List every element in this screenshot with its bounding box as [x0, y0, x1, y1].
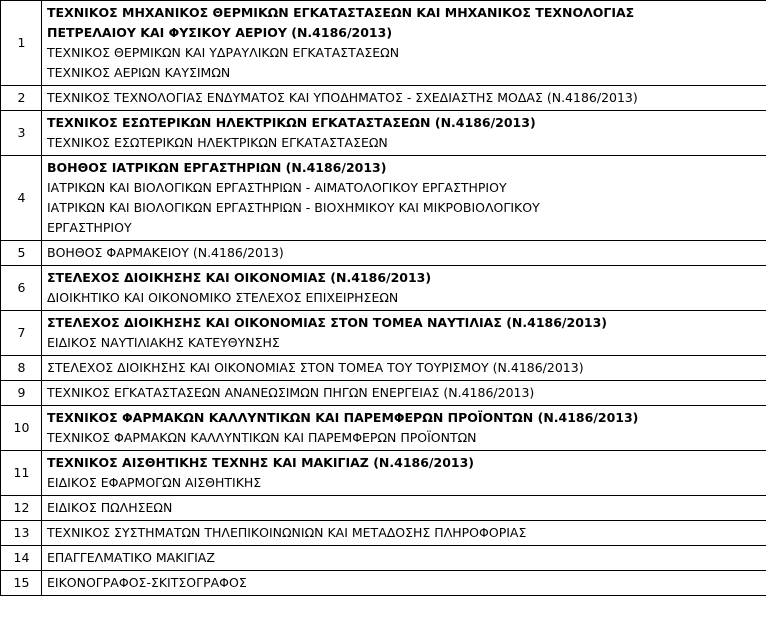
row-number: 8 — [1, 356, 42, 381]
specialty-cell — [42, 241, 766, 266]
specialty-subtitle: ΒΟΗΘΟΣ ΦΑΡΜΑΚΕΙΟΥ (Ν.4186/2013) — [47, 245, 284, 260]
specialty-title: ΤΕΧΝΙΚΟΣ ΕΣΩΤΕΡΙΚΩΝ ΗΛΕΚΤΡΙΚΩΝ ΕΓΚΑΤΑΣΤΑΣΕΩΝ (Ν.4186/2013) — [47, 115, 536, 130]
specialty-subtitle: ΙΑΤΡΙΚΩΝ ΚΑΙ ΒΙΟΛΟΓΙΚΩΝ ΕΡΓΑΣΤΗΡΙΩΝ - ΒΙΟΧΗΜΙΚΟΥ ΚΑΙ ΜΙΚΡΟΒΙΟΛΟΓΙΚΟΥ — [47, 200, 540, 215]
row-number: 1 — [1, 1, 42, 86]
table-row — [1, 451, 766, 496]
table-row — [1, 496, 766, 521]
specialty-subtitle: ΤΕΧΝΙΚΟΣ ΕΓΚΑΤΑΣΤΑΣΕΩΝ ΑΝΑΝΕΩΣΙΜΩΝ ΠΗΓΩΝ ΕΝΕΡΓΕΙΑΣ (Ν.4186/2013) — [47, 385, 535, 400]
table-row — [1, 266, 766, 311]
specialty-subtitle: ΤΕΧΝΙΚΟΣ ΕΣΩΤΕΡΙΚΩΝ ΗΛΕΚΤΡΙΚΩΝ ΕΓΚΑΤΑΣΤΑΣΕΩΝ — [47, 135, 388, 150]
specialty-cell — [42, 451, 766, 496]
specialty-subtitle: ΕΙΔΙΚΟΣ ΕΦΑΡΜΟΓΩΝ ΑΙΣΘΗΤΙΚΗΣ — [47, 475, 262, 490]
specialty-title: ΒΟΗΘΟΣ ΙΑΤΡΙΚΩΝ ΕΡΓΑΣΤΗΡΙΩΝ (Ν.4186/2013) — [47, 160, 387, 175]
specialty-cell — [42, 111, 766, 156]
table-row — [1, 406, 766, 451]
table-row — [1, 156, 766, 241]
row-number: 10 — [1, 406, 42, 451]
table-row — [1, 381, 766, 406]
row-number: 14 — [1, 546, 42, 571]
specialty-title: ΣΤΕΛΕΧΟΣ ΔΙΟΙΚΗΣΗΣ ΚΑΙ ΟΙΚΟΝΟΜΙΑΣ (Ν.4186/2013) — [47, 270, 432, 285]
specialty-cell — [42, 86, 766, 111]
specialty-subtitle: ΤΕΧΝΙΚΟΣ ΑΕΡΙΩΝ ΚΑΥΣΙΜΩΝ — [47, 65, 231, 80]
specialty-subtitle: ΤΕΧΝΙΚΟΣ ΣΥΣΤΗΜΑΤΩΝ ΤΗΛΕΠΙΚΟΙΝΩΝΙΩΝ ΚΑΙ ΜΕΤΑΔΟΣΗΣ ΠΛΗΡΟΦΟΡΙΑΣ — [47, 525, 527, 540]
row-number: 5 — [1, 241, 42, 266]
row-number: 6 — [1, 266, 42, 311]
specialty-title: ΤΕΧΝΙΚΟΣ ΜΗΧΑΝΙΚΟΣ ΘΕΡΜΙΚΩΝ ΕΓΚΑΤΑΣΤΑΣΕΩΝ ΚΑΙ ΜΗΧΑΝΙΚΟΣ ΤΕΧΝΟΛΟΓΙΑΣ — [47, 5, 635, 20]
specialty-cell — [42, 571, 766, 596]
row-number: 11 — [1, 451, 42, 496]
row-number: 13 — [1, 521, 42, 546]
row-number: 2 — [1, 86, 42, 111]
specialty-subtitle: ΕΙΚΟΝΟΓΡΑΦΟΣ-ΣΚΙΤΣΟΓΡΑΦΟΣ — [47, 575, 247, 590]
specialty-title: ΤΕΧΝΙΚΟΣ ΦΑΡΜΑΚΩΝ ΚΑΛΛΥΝΤΙΚΩΝ ΚΑΙ ΠΑΡΕΜΦΕΡΩΝ ΠΡΟΪΟΝΤΩΝ (Ν.4186/2013) — [47, 410, 639, 425]
specialty-subtitle: ΕΠΑΓΓΕΛΜΑΤΙΚΟ ΜΑΚΙΓΙΑΖ — [47, 550, 215, 565]
table-row — [1, 356, 766, 381]
specialty-title: ΣΤΕΛΕΧΟΣ ΔΙΟΙΚΗΣΗΣ ΚΑΙ ΟΙΚΟΝΟΜΙΑΣ ΣΤΟΝ ΤΟΜΕΑ ΝΑΥΤΙΛΙΑΣ (Ν.4186/2013) — [47, 315, 608, 330]
specialty-cell — [42, 156, 766, 241]
specialty-cell — [42, 1, 766, 86]
table-row — [1, 86, 766, 111]
specialty-subtitle: ΕΙΔΙΚΟΣ ΠΩΛΗΣΕΩΝ — [47, 500, 173, 515]
specialty-cell — [42, 546, 766, 571]
specialty-subtitle: ΤΕΧΝΙΚΟΣ ΘΕΡΜΙΚΩΝ ΚΑΙ ΥΔΡΑΥΛΙΚΩΝ ΕΓΚΑΤΑΣΤΑΣΕΩΝ — [47, 45, 400, 60]
specialty-cell — [42, 521, 766, 546]
specialty-subtitle: ΕΡΓΑΣΤΗΡΙΟΥ — [47, 220, 132, 235]
specialty-cell — [42, 311, 766, 356]
table-row — [1, 521, 766, 546]
specialty-cell — [42, 406, 766, 451]
specialty-cell — [42, 266, 766, 311]
table-row — [1, 1, 766, 86]
row-number: 9 — [1, 381, 42, 406]
specialty-subtitle: ΣΤΕΛΕΧΟΣ ΔΙΟΙΚΗΣΗΣ ΚΑΙ ΟΙΚΟΝΟΜΙΑΣ ΣΤΟΝ ΤΟΜΕΑ ΤΟΥ ΤΟΥΡΙΣΜΟΥ (Ν.4186/2013) — [47, 360, 584, 375]
specialty-subtitle: ΔΙΟΙΚΗΤΙΚΟ ΚΑΙ ΟΙΚΟΝΟΜΙΚΟ ΣΤΕΛΕΧΟΣ ΕΠΙΧΕΙΡΗΣΕΩΝ — [47, 290, 399, 305]
table-body — [1, 1, 766, 596]
table-row — [1, 241, 766, 266]
table-row — [1, 571, 766, 596]
table-row — [1, 311, 766, 356]
row-number: 15 — [1, 571, 42, 596]
specialty-title: ΤΕΧΝΙΚΟΣ ΑΙΣΘΗΤΙΚΗΣ ΤΕΧΝΗΣ ΚΑΙ ΜΑΚΙΓΙΑΖ (Ν.4186/2013) — [47, 455, 475, 470]
row-number: 12 — [1, 496, 42, 521]
specialty-title: ΠΕΤΡΕΛΑΙΟΥ ΚΑΙ ΦΥΣΙΚΟΥ ΑΕΡΙΟΥ (Ν.4186/2013) — [47, 25, 393, 40]
row-number: 3 — [1, 111, 42, 156]
specialty-subtitle: ΕΙΔΙΚΟΣ ΝΑΥΤΙΛΙΑΚΗΣ ΚΑΤΕΥΘΥΝΣΗΣ — [47, 335, 280, 350]
specialty-cell — [42, 381, 766, 406]
table-row — [1, 546, 766, 571]
specialty-subtitle: ΤΕΧΝΙΚΟΣ ΦΑΡΜΑΚΩΝ ΚΑΛΛΥΝΤΙΚΩΝ ΚΑΙ ΠΑΡΕΜΦΕΡΩΝ ΠΡΟΪΟΝΤΩΝ — [47, 430, 477, 445]
row-number: 4 — [1, 156, 42, 241]
table-row — [1, 111, 766, 156]
specialty-cell — [42, 356, 766, 381]
specialty-subtitle: ΙΑΤΡΙΚΩΝ ΚΑΙ ΒΙΟΛΟΓΙΚΩΝ ΕΡΓΑΣΤΗΡΙΩΝ - ΑΙΜΑΤΟΛΟΓΙΚΟΥ ΕΡΓΑΣΤΗΡΙΟΥ — [47, 180, 507, 195]
row-number: 7 — [1, 311, 42, 356]
specialty-subtitle: ΤΕΧΝΙΚΟΣ ΤΕΧΝΟΛΟΓΙΑΣ ΕΝΔΥΜΑΤΟΣ ΚΑΙ ΥΠΟΔΗΜΑΤΟΣ - ΣΧΕΔΙΑΣΤΗΣ ΜΟΔΑΣ (Ν.4186/2013) — [47, 90, 638, 105]
specialty-cell — [42, 496, 766, 521]
